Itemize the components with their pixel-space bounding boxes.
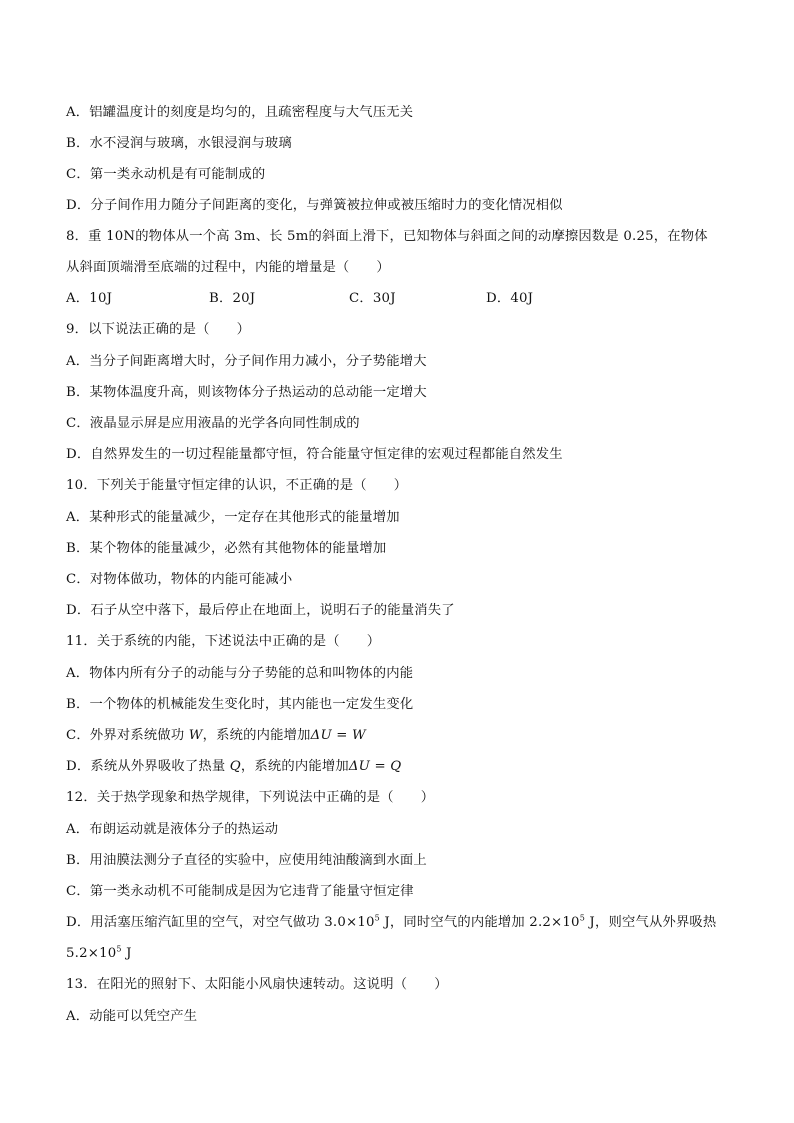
q12-option-d-text: D．用活塞压缩汽缸里的空气，对空气做功 3.0×10 — [66, 915, 375, 930]
q7-option-d: D．分子间作用力随分子间距离的变化，与弹簧被拉伸或被压缩时力的变化情况相似 — [66, 198, 563, 213]
q11-option-c-symbol-w: W — [188, 728, 203, 743]
q8-option-c: C．30J — [349, 291, 396, 306]
q12-stem: 12．关于热学现象和热学规律，下列说法中正确的是（ ） — [66, 790, 435, 805]
q9-option-d: D．自然界发生的一切过程能量都守恒，符合能量守恒定律的宏观过程都能自然发生 — [66, 447, 563, 462]
q12-option-d-exponent-1: 5 — [374, 913, 380, 923]
q11-option-c — [66, 727, 746, 745]
q13-option-a: A．动能可以凭空产生 — [66, 1009, 198, 1024]
q10-option-c: C．对物体做功，物体的内能可能减小 — [66, 572, 293, 587]
q11-option-d-equation: ΔU = Q — [348, 759, 402, 774]
q13-stem: 13．在阳光的照射下、太阳能小风扇快速转动。这说明（ ） — [66, 977, 448, 992]
q12-option-d-line2-text: 5.2×10 — [66, 946, 117, 961]
q8-option-d: D．40J — [486, 291, 534, 306]
q8-option-a: A．10J — [66, 291, 113, 306]
q7-option-a: A．铝罐温度计的刻度是均匀的，且疏密程度与大气压无关 — [66, 105, 414, 120]
q10-stem: 10．下列关于能量守恒定律的认识，不正确的是（ ） — [66, 478, 408, 493]
q10-option-b: B．某个物体的能量减少，必然有其他物体的能量增加 — [66, 541, 387, 556]
q11-option-c-text: C．外界对系统做功 — [66, 728, 189, 743]
q11-option-a: A．物体内所有分子的动能与分子势能的总和叫物体的内能 — [66, 666, 414, 681]
q9-option-b: B．某物体温度升高，则该物体分子热运动的总动能一定增大 — [66, 385, 427, 400]
q12-option-d-continued — [66, 945, 746, 963]
q7-option-b: B．水不浸润与玻璃，水银浸润与玻璃 — [66, 136, 292, 151]
q11-option-d-text: D．系统从外界吸收了热量 — [66, 759, 230, 774]
q12-option-c: C．第一类永动机不可能制成是因为它违背了能量守恒定律 — [66, 884, 414, 899]
q11-option-d-symbol-q: Q — [229, 759, 241, 774]
q12-option-a: A．布朗运动就是液体分子的热运动 — [66, 822, 279, 837]
q10-option-a: A．某种形式的能量减少，一定存在其他形式的能量增加 — [66, 510, 400, 525]
q11-option-c-text-2: ，系统的内能增加 — [202, 728, 311, 743]
q9-option-c: C．液晶显示屏是应用液晶的光学各向同性制成的 — [66, 416, 360, 431]
q11-option-d — [66, 758, 746, 776]
q8-stem-line1: 8．重 10N的物体从一个高 3m、长 5m的斜面上滑下，已知物体与斜面之间的动摩擦因数是 0.25，在物体 — [66, 229, 708, 244]
q11-option-b: B．一个物体的机械能发生变化时，其内能也一定发生变化 — [66, 697, 414, 712]
q12-option-d-line2-unit: J — [121, 946, 132, 961]
q9-stem: 9．以下说法正确的是（ ） — [66, 322, 251, 337]
q7-option-c: C．第一类永动机是有可能制成的 — [66, 167, 266, 182]
q11-stem: 11．关于系统的内能，下述说法中正确的是（ ） — [66, 634, 381, 649]
q12-option-d-text-3: J，则空气从外界吸热 — [585, 915, 717, 930]
q8-stem-line2: 从斜面顶端滑至底端的过程中，内能的增量是（ ） — [66, 260, 390, 275]
q10-option-d: D．石子从空中落下，最后停止在地面上，说明石子的能量消失了 — [66, 603, 455, 618]
q9-option-a: A．当分子间距离增大时，分子间作用力减小，分子势能增大 — [66, 354, 427, 369]
q11-option-d-text-2: ，系统的内能增加 — [240, 759, 349, 774]
q12-option-d-exponent-2: 5 — [579, 913, 585, 923]
q12-option-d-text-2: J，同时空气的内能增加 2.2×10 — [379, 915, 580, 930]
q12-option-d-line2-exponent: 5 — [116, 944, 122, 954]
q8-options-row — [66, 290, 746, 308]
q11-option-c-equation: ΔU = W — [310, 728, 366, 743]
q8-option-b: B．20J — [209, 291, 256, 306]
q12-option-d — [66, 914, 746, 932]
q12-option-b: B．用油膜法测分子直径的实验中，应使用纯油酸滴到水面上 — [66, 853, 427, 868]
